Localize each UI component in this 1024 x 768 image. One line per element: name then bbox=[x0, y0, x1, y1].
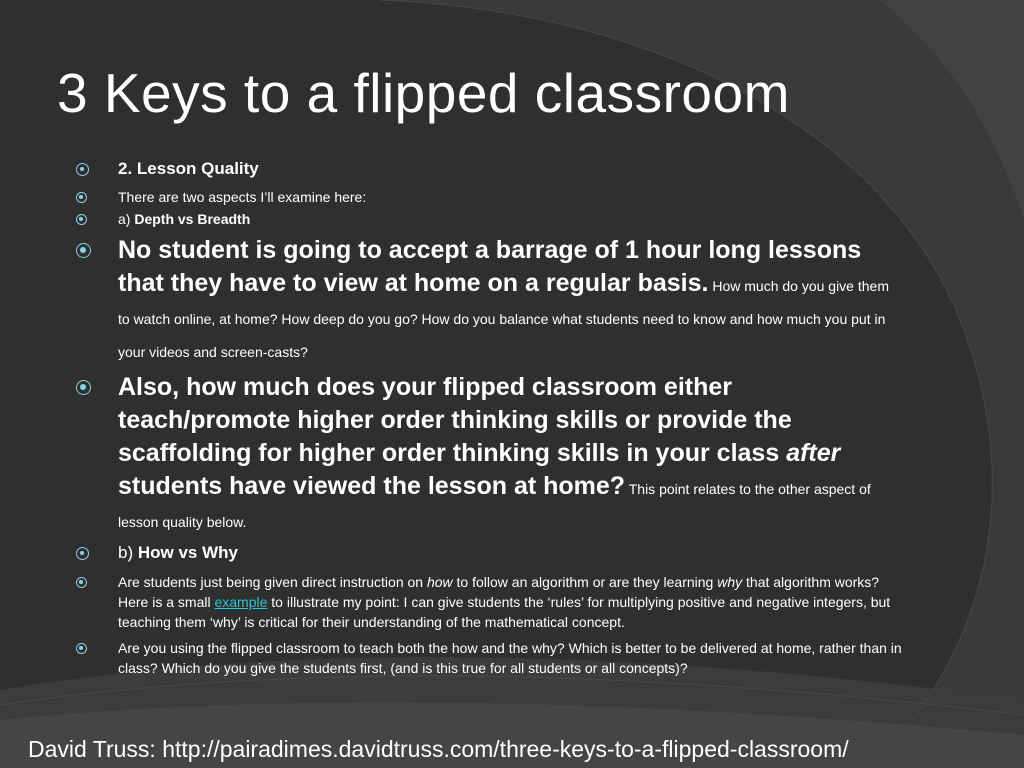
bullet-no-student bbox=[72, 234, 902, 366]
bullet-bold-text-2: students have viewed the lesson at home? bbox=[118, 472, 626, 500]
circle-bullet-icon bbox=[76, 643, 87, 654]
bullet-prefix: a) bbox=[118, 211, 135, 227]
bullet-text-2: to follow an algorithm or are they learning bbox=[452, 574, 718, 590]
bullet-how-vs-why bbox=[72, 542, 902, 564]
bullet-bold-text: How vs Why bbox=[137, 543, 238, 562]
footer-attribution: David Truss: http://pairadimes.davidtruss.com/three-keys-to-a-flipped-classroom/ bbox=[28, 736, 849, 762]
bullet-italic-how: how bbox=[426, 574, 453, 590]
circle-bullet-icon bbox=[76, 163, 89, 176]
bullet-lesson-quality bbox=[72, 158, 902, 180]
bullet-text-4: to illustrate my point: I can give students the ‘rules’ for multiplying positive and negative integers, but teaching them ‘why’ is critical for their understanding of the mathematical concept. bbox=[118, 594, 891, 630]
bullet-bold-text: Depth vs Breadth bbox=[134, 211, 251, 227]
bullet-italic-text: after bbox=[786, 439, 841, 467]
bullet-small-text: How much do you give them to watch online, at home? How deep do you go? How do you balance what students need to know and how much you put in your videos and screen-casts? bbox=[118, 278, 889, 360]
bullet-bold-text: Also, how much does your flipped classroom either teach/promote higher order thinking skills or provide the scaffolding for higher order thinking skills in your class bbox=[118, 373, 792, 467]
example-link[interactable]: example bbox=[214, 594, 268, 610]
bullet-small-text: This point relates to the other aspect of lesson quality below. bbox=[118, 481, 871, 530]
bullet-list bbox=[72, 158, 902, 678]
circle-bullet-icon bbox=[76, 577, 87, 588]
bullet-italic-why: why bbox=[717, 574, 743, 590]
bullet-higher-order bbox=[72, 371, 902, 536]
circle-bullet-icon bbox=[76, 214, 87, 225]
bullet-text-3: that algorithm works? Here is a small bbox=[118, 574, 880, 610]
bullet-text-1: Are students just being given direct instruction on bbox=[118, 574, 427, 590]
bullet-bold-text: No student is going to accept a barrage of 1 hour long lessons that they have to view at home on a regular basis. bbox=[118, 236, 862, 297]
bullet-text: Are you using the flipped classroom to teach both the how and the why? Which is better to be delivered at home, rather than in class? Which do you give the students first, (and is this true for all students or all concepts)? bbox=[118, 640, 902, 676]
bullet-text: 2. Lesson Quality bbox=[118, 159, 259, 178]
bullet-two-aspects bbox=[72, 187, 902, 207]
circle-bullet-icon bbox=[76, 547, 89, 560]
circle-bullet-icon bbox=[76, 192, 87, 203]
slide-title: 3 Keys to a flipped classroom bbox=[57, 62, 790, 124]
bullet-prefix: b) bbox=[118, 543, 138, 562]
bullet-direct-instruction bbox=[72, 572, 902, 632]
circle-bullet-icon bbox=[76, 243, 91, 258]
bullet-text: There are two aspects I’ll examine here: bbox=[118, 189, 367, 205]
circle-bullet-icon bbox=[76, 380, 91, 395]
bullet-how-and-why bbox=[72, 638, 902, 678]
bullet-depth-vs-breadth bbox=[72, 209, 902, 229]
